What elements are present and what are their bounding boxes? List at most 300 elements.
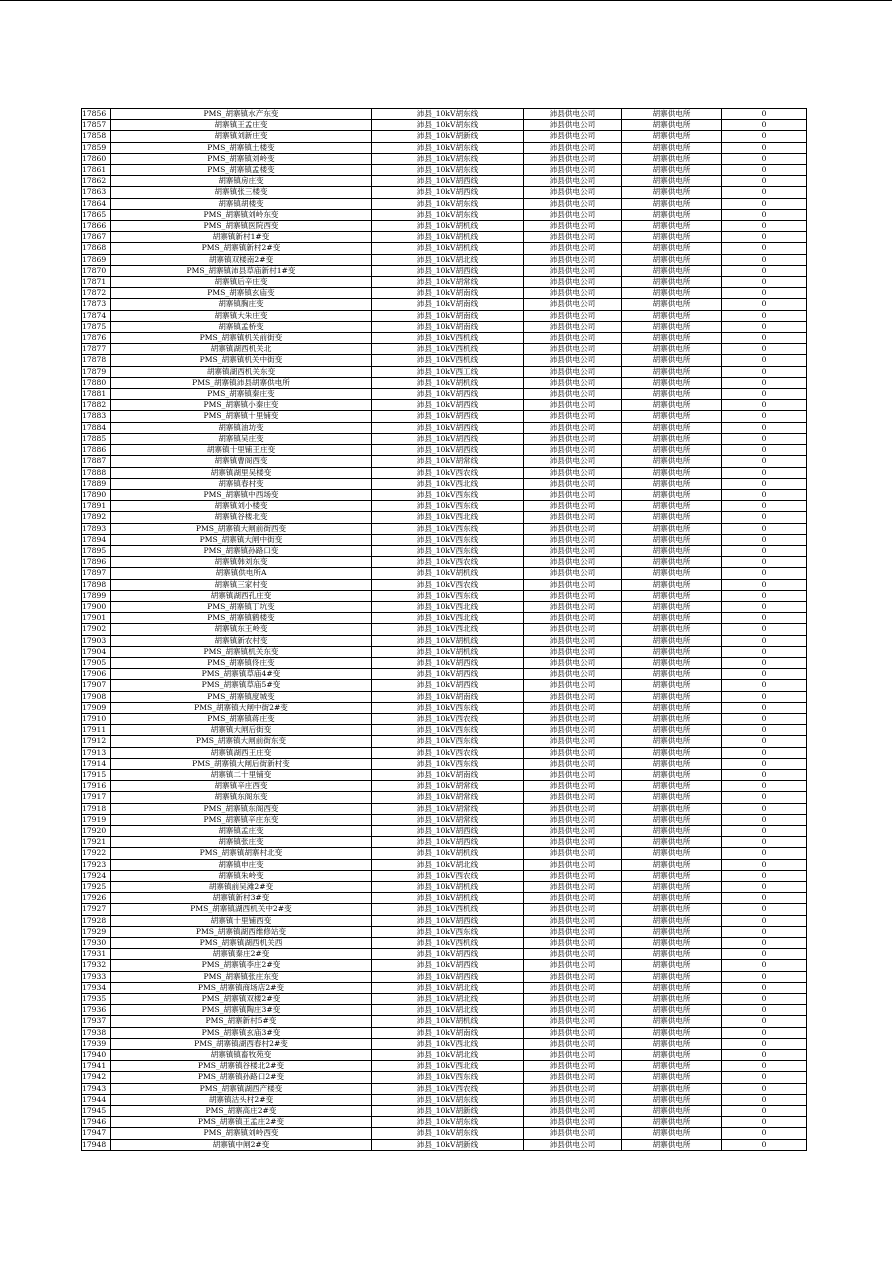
row-number-cell: 17894: [82, 534, 111, 545]
row-number-cell: 17890: [82, 489, 111, 500]
transformer-name-cell: PMS_胡寨镇刘岭变: [111, 153, 372, 164]
transformer-name-cell: PMS_胡寨镇商场店2#变: [111, 982, 372, 993]
station-cell: 胡寨供电所: [622, 848, 722, 859]
company-cell: 沛县供电公司: [524, 1083, 622, 1094]
feeder-line-cell: 沛县_10kV胡南线: [372, 288, 524, 299]
transformer-name-cell: PMS_胡寨镇鹤楼变: [111, 613, 372, 624]
feeder-line-cell: 沛县_10kV胡北线: [372, 982, 524, 993]
value-cell: 0: [722, 153, 807, 164]
table-row: [82, 545, 807, 556]
feeder-line-cell: 沛县_10kV胡机线: [372, 243, 524, 254]
value-cell: 0: [722, 1061, 807, 1072]
table-row: [82, 994, 807, 1005]
table-row: [82, 265, 807, 276]
value-cell: 0: [722, 1072, 807, 1083]
feeder-line-cell: 沛县_10kV胡机线: [372, 882, 524, 893]
station-cell: 胡寨供电所: [622, 321, 722, 332]
table-row: [82, 982, 807, 993]
top-rule: [0, 0, 892, 1]
table-row: [82, 478, 807, 489]
transformer-name-cell: 胡寨镇新农村变: [111, 635, 372, 646]
row-number-cell: 17875: [82, 321, 111, 332]
table-row: [82, 736, 807, 747]
feeder-line-cell: 沛县_10kV西农线: [372, 1083, 524, 1094]
transformer-name-cell: 胡寨镇孟桥变: [111, 321, 372, 332]
row-number-cell: 17903: [82, 635, 111, 646]
transformer-name-cell: 胡寨镇十里铺王庄变: [111, 445, 372, 456]
feeder-line-cell: 沛县_10kV西农线: [372, 579, 524, 590]
station-cell: 胡寨供电所: [622, 333, 722, 344]
station-cell: 胡寨供电所: [622, 1061, 722, 1072]
company-cell: 沛县供电公司: [524, 243, 622, 254]
station-cell: 胡寨供电所: [622, 613, 722, 624]
feeder-line-cell: 沛县_10kV西农线: [372, 713, 524, 724]
feeder-line-cell: 沛县_10kV西东线: [372, 534, 524, 545]
company-cell: 沛县供电公司: [524, 982, 622, 993]
transformer-name-cell: 胡寨镇韩刘东变: [111, 557, 372, 568]
row-number-cell: 17900: [82, 601, 111, 612]
company-cell: 沛县供电公司: [524, 669, 622, 680]
feeder-line-cell: 沛县_10kV西东线: [372, 489, 524, 500]
transformer-name-cell: 胡寨镇湖西机关北: [111, 344, 372, 355]
station-cell: 胡寨供电所: [622, 265, 722, 276]
row-number-cell: 17908: [82, 691, 111, 702]
row-number-cell: 17860: [82, 153, 111, 164]
transformer-name-cell: PMS_胡寨镇陶庄3#变: [111, 1005, 372, 1016]
feeder-line-cell: 沛县_10kV西机线: [372, 333, 524, 344]
feeder-line-cell: 沛县_10kV胡东线: [372, 1117, 524, 1128]
feeder-line-cell: 沛县_10kV胡机线: [372, 377, 524, 388]
row-number-cell: 17947: [82, 1128, 111, 1139]
table-row: [82, 859, 807, 870]
company-cell: 沛县供电公司: [524, 859, 622, 870]
feeder-line-cell: 沛县_10kV西东线: [372, 523, 524, 534]
row-number-cell: 17876: [82, 333, 111, 344]
feeder-line-cell: 沛县_10kV胡西线: [372, 680, 524, 691]
table-row: [82, 534, 807, 545]
feeder-line-cell: 沛县_10kV胡机线: [372, 1016, 524, 1027]
row-number-cell: 17946: [82, 1117, 111, 1128]
value-cell: 0: [722, 1038, 807, 1049]
table-row: [82, 209, 807, 220]
table-row: [82, 590, 807, 601]
table-row: [82, 971, 807, 982]
transformer-name-cell: 胡寨镇春村变: [111, 478, 372, 489]
table-row: [82, 646, 807, 657]
value-cell: 0: [722, 590, 807, 601]
company-cell: 沛县供电公司: [524, 1038, 622, 1049]
feeder-line-cell: 沛县_10kV胡北线: [372, 254, 524, 265]
station-cell: 胡寨供电所: [622, 187, 722, 198]
row-number-cell: 17878: [82, 355, 111, 366]
table-row: [82, 826, 807, 837]
value-cell: 0: [722, 1117, 807, 1128]
company-cell: 沛县供电公司: [524, 557, 622, 568]
feeder-line-cell: 沛县_10kV西东线: [372, 702, 524, 713]
feeder-line-cell: 沛县_10kV西机线: [372, 904, 524, 915]
company-cell: 沛县供电公司: [524, 1016, 622, 1027]
transformer-name-cell: PMS_胡寨镇刘岭东变: [111, 209, 372, 220]
feeder-line-cell: 沛县_10kV胡西线: [372, 826, 524, 837]
station-cell: 胡寨供电所: [622, 299, 722, 310]
value-cell: 0: [722, 489, 807, 500]
value-cell: 0: [722, 277, 807, 288]
table-row: [82, 613, 807, 624]
transformer-name-cell: 胡寨镇油坊变: [111, 422, 372, 433]
table-row: [82, 1027, 807, 1038]
row-number-cell: 17916: [82, 781, 111, 792]
feeder-line-cell: 沛县_10kV西东线: [372, 926, 524, 937]
table-row: [82, 456, 807, 467]
station-cell: 胡寨供电所: [622, 523, 722, 534]
value-cell: 0: [722, 165, 807, 176]
transformer-name-cell: PMS_胡寨镇李庄2#变: [111, 960, 372, 971]
value-cell: 0: [722, 915, 807, 926]
table-row: [82, 769, 807, 780]
feeder-line-cell: 沛县_10kV胡东线: [372, 165, 524, 176]
feeder-line-cell: 沛县_10kV胡北线: [372, 1005, 524, 1016]
station-cell: 胡寨供电所: [622, 433, 722, 444]
station-cell: 胡寨供电所: [622, 590, 722, 601]
station-cell: 胡寨供电所: [622, 669, 722, 680]
table-row: [82, 120, 807, 131]
company-cell: 沛县供电公司: [524, 109, 622, 120]
value-cell: 0: [722, 389, 807, 400]
transformer-name-cell: 胡寨镇湖里吴楼变: [111, 467, 372, 478]
row-number-cell: 17905: [82, 657, 111, 668]
transformer-name-cell: 胡寨镇孟庄变: [111, 826, 372, 837]
station-cell: 胡寨供电所: [622, 826, 722, 837]
table-row: [82, 725, 807, 736]
value-cell: 0: [722, 882, 807, 893]
feeder-line-cell: 沛县_10kV西东线: [372, 545, 524, 556]
station-cell: 胡寨供电所: [622, 288, 722, 299]
company-cell: 沛县供电公司: [524, 814, 622, 825]
company-cell: 沛县供电公司: [524, 713, 622, 724]
feeder-line-cell: 沛县_10kV胡西线: [372, 411, 524, 422]
table-row: [82, 400, 807, 411]
station-cell: 胡寨供电所: [622, 971, 722, 982]
value-cell: 0: [722, 321, 807, 332]
transformer-name-cell: 胡寨镇申庄变: [111, 859, 372, 870]
table-row: [82, 198, 807, 209]
transformer-name-cell: PMS_胡寨镇湖西产楼变: [111, 1083, 372, 1094]
value-cell: 0: [722, 725, 807, 736]
station-cell: 胡寨供电所: [622, 198, 722, 209]
company-cell: 沛县供电公司: [524, 691, 622, 702]
value-cell: 0: [722, 355, 807, 366]
value-cell: 0: [722, 187, 807, 198]
value-cell: 0: [722, 512, 807, 523]
value-cell: 0: [722, 400, 807, 411]
station-cell: 胡寨供电所: [622, 657, 722, 668]
row-number-cell: 17928: [82, 915, 111, 926]
value-cell: 0: [722, 501, 807, 512]
feeder-line-cell: 沛县_10kV西北线: [372, 478, 524, 489]
table-row: [82, 489, 807, 500]
feeder-line-cell: 沛县_10kV胡南线: [372, 310, 524, 321]
table-row: [82, 747, 807, 758]
station-cell: 胡寨供电所: [622, 882, 722, 893]
transformer-name-cell: 胡寨镇二十里铺变: [111, 769, 372, 780]
station-cell: 胡寨供电所: [622, 769, 722, 780]
company-cell: 沛县供电公司: [524, 893, 622, 904]
row-number-cell: 17904: [82, 646, 111, 657]
station-cell: 胡寨供电所: [622, 243, 722, 254]
row-number-cell: 17881: [82, 389, 111, 400]
row-number-cell: 17909: [82, 702, 111, 713]
table-row: [82, 781, 807, 792]
row-number-cell: 17863: [82, 187, 111, 198]
row-number-cell: 17945: [82, 1106, 111, 1117]
table-row: [82, 467, 807, 478]
feeder-line-cell: 沛县_10kV胡常线: [372, 781, 524, 792]
value-cell: 0: [722, 736, 807, 747]
station-cell: 胡寨供电所: [622, 153, 722, 164]
transformer-name-cell: 胡寨镇湖西孔庄变: [111, 590, 372, 601]
feeder-line-cell: 沛县_10kV胡机线: [372, 646, 524, 657]
table-row: [82, 926, 807, 937]
company-cell: 沛县供电公司: [524, 489, 622, 500]
feeder-line-cell: 沛县_10kV胡南线: [372, 769, 524, 780]
value-cell: 0: [722, 1128, 807, 1139]
value-cell: 0: [722, 1005, 807, 1016]
feeder-line-cell: 沛县_10kV西北线: [372, 624, 524, 635]
transformer-name-cell: 胡寨镇胸庄变: [111, 299, 372, 310]
company-cell: 沛县供电公司: [524, 333, 622, 344]
company-cell: 沛县供电公司: [524, 277, 622, 288]
feeder-line-cell: 沛县_10kV胡西线: [372, 837, 524, 848]
row-number-cell: 17942: [82, 1072, 111, 1083]
value-cell: 0: [722, 176, 807, 187]
value-cell: 0: [722, 254, 807, 265]
station-cell: 胡寨供电所: [622, 635, 722, 646]
transformer-name-cell: 胡寨镇谷楼北变: [111, 512, 372, 523]
station-cell: 胡寨供电所: [622, 747, 722, 758]
station-cell: 胡寨供电所: [622, 1038, 722, 1049]
transformer-name-cell: 胡寨镇湖西机关东变: [111, 366, 372, 377]
station-cell: 胡寨供电所: [622, 758, 722, 769]
transformer-name-cell: 胡寨镇湖西王庄变: [111, 747, 372, 758]
station-cell: 胡寨供电所: [622, 646, 722, 657]
row-number-cell: 17911: [82, 725, 111, 736]
row-number-cell: 17873: [82, 299, 111, 310]
station-cell: 胡寨供电所: [622, 691, 722, 702]
table-row: [82, 1083, 807, 1094]
table-row: [82, 904, 807, 915]
value-cell: 0: [722, 523, 807, 534]
feeder-line-cell: 沛县_10kV胡机线: [372, 232, 524, 243]
station-cell: 胡寨供电所: [622, 534, 722, 545]
transformer-name-cell: 胡寨镇沽头村2#变: [111, 1094, 372, 1105]
station-cell: 胡寨供电所: [622, 232, 722, 243]
row-number-cell: 17927: [82, 904, 111, 915]
transformer-name-cell: PMS_胡寨镇佟庄变: [111, 657, 372, 668]
table-row: [82, 702, 807, 713]
transformer-name-cell: PMS_胡寨镇大闸中街2#变: [111, 702, 372, 713]
value-cell: 0: [722, 893, 807, 904]
value-cell: 0: [722, 613, 807, 624]
feeder-line-cell: 沛县_10kV西机线: [372, 344, 524, 355]
company-cell: 沛县供电公司: [524, 882, 622, 893]
feeder-line-cell: 沛县_10kV胡西线: [372, 176, 524, 187]
row-number-cell: 17921: [82, 837, 111, 848]
value-cell: 0: [722, 792, 807, 803]
transformer-name-cell: 胡寨镇刘新庄变: [111, 131, 372, 142]
station-cell: 胡寨供电所: [622, 355, 722, 366]
table-row: [82, 232, 807, 243]
feeder-line-cell: 沛县_10kV西北线: [372, 512, 524, 523]
company-cell: 沛县供电公司: [524, 142, 622, 153]
table-row: [82, 1139, 807, 1150]
value-cell: 0: [722, 938, 807, 949]
row-number-cell: 17925: [82, 882, 111, 893]
value-cell: 0: [722, 1139, 807, 1150]
row-number-cell: 17932: [82, 960, 111, 971]
table-row: [82, 837, 807, 848]
table-row: [82, 288, 807, 299]
value-cell: 0: [722, 198, 807, 209]
transformer-name-cell: PMS_胡寨镇刘岭西变: [111, 1128, 372, 1139]
transformer-name-cell: 胡寨镇东王岭变: [111, 624, 372, 635]
transformer-name-cell: PMS_胡寨镇水产东变: [111, 109, 372, 120]
value-cell: 0: [722, 904, 807, 915]
transformer-name-cell: PMS_胡寨镇孙路口变: [111, 545, 372, 556]
row-number-cell: 17923: [82, 859, 111, 870]
row-number-cell: 17914: [82, 758, 111, 769]
row-number-cell: 17882: [82, 400, 111, 411]
transformer-name-cell: PMS_胡寨镇湖西机关西: [111, 938, 372, 949]
company-cell: 沛县供电公司: [524, 545, 622, 556]
transformer-name-cell: 胡寨镇东阁东变: [111, 792, 372, 803]
row-number-cell: 17901: [82, 613, 111, 624]
company-cell: 沛县供电公司: [524, 221, 622, 232]
feeder-line-cell: 沛县_10kV胡西线: [372, 422, 524, 433]
row-number-cell: 17906: [82, 669, 111, 680]
feeder-line-cell: 沛县_10kV胡西线: [372, 657, 524, 668]
company-cell: 沛县供电公司: [524, 1072, 622, 1083]
transformer-name-cell: PMS_胡寨镇王孟庄2#变: [111, 1117, 372, 1128]
company-cell: 沛县供电公司: [524, 501, 622, 512]
value-cell: 0: [722, 456, 807, 467]
table-row: [82, 960, 807, 971]
station-cell: 胡寨供电所: [622, 1117, 722, 1128]
table-row: [82, 523, 807, 534]
company-cell: 沛县供电公司: [524, 1027, 622, 1038]
value-cell: 0: [722, 411, 807, 422]
station-cell: 胡寨供电所: [622, 1005, 722, 1016]
transformer-name-cell: PMS_胡寨镇湖西春村2#变: [111, 1038, 372, 1049]
transformer-name-cell: PMS_胡寨高庄2#变: [111, 1106, 372, 1117]
row-number-cell: 17915: [82, 769, 111, 780]
station-cell: 胡寨供电所: [622, 1106, 722, 1117]
row-number-cell: 17920: [82, 826, 111, 837]
transformer-name-cell: PMS_胡寨镇医院西变: [111, 221, 372, 232]
table-row: [82, 512, 807, 523]
station-cell: 胡寨供电所: [622, 601, 722, 612]
station-cell: 胡寨供电所: [622, 568, 722, 579]
station-cell: 胡寨供电所: [622, 131, 722, 142]
transformer-name-cell: PMS_胡寨镇土楼变: [111, 142, 372, 153]
transformer-name-cell: PMS_胡寨镇秦庄变: [111, 389, 372, 400]
station-cell: 胡寨供电所: [622, 792, 722, 803]
value-cell: 0: [722, 545, 807, 556]
feeder-line-cell: 沛县_10kV胡南线: [372, 321, 524, 332]
row-number-cell: 17888: [82, 467, 111, 478]
station-cell: 胡寨供电所: [622, 389, 722, 400]
feeder-line-cell: 沛县_10kV西东线: [372, 590, 524, 601]
table-row: [82, 422, 807, 433]
value-cell: 0: [722, 467, 807, 478]
row-number-cell: 17883: [82, 411, 111, 422]
feeder-line-cell: 沛县_10kV胡机线: [372, 893, 524, 904]
station-cell: 胡寨供电所: [622, 411, 722, 422]
transformer-name-cell: PMS_胡寨镇大闸中街变: [111, 534, 372, 545]
transformer-name-cell: PMS_胡寨镇度城变: [111, 691, 372, 702]
station-cell: 胡寨供电所: [622, 781, 722, 792]
value-cell: 0: [722, 209, 807, 220]
feeder-line-cell: 沛县_10kV胡东线: [372, 153, 524, 164]
company-cell: 沛县供电公司: [524, 781, 622, 792]
transformer-name-cell: PMS_胡寨镇玄庙变: [111, 288, 372, 299]
value-cell: 0: [722, 232, 807, 243]
value-cell: 0: [722, 848, 807, 859]
table-row: [82, 848, 807, 859]
station-cell: 胡寨供电所: [622, 277, 722, 288]
value-cell: 0: [722, 691, 807, 702]
company-cell: 沛县供电公司: [524, 769, 622, 780]
table-row: [82, 870, 807, 881]
table-row: [82, 669, 807, 680]
table-row: [82, 579, 807, 590]
value-cell: 0: [722, 579, 807, 590]
company-cell: 沛县供电公司: [524, 433, 622, 444]
value-cell: 0: [722, 120, 807, 131]
company-cell: 沛县供电公司: [524, 949, 622, 960]
table-row: [82, 389, 807, 400]
station-cell: 胡寨供电所: [622, 893, 722, 904]
feeder-line-cell: 沛县_10kV胡东线: [372, 120, 524, 131]
company-cell: 沛县供电公司: [524, 938, 622, 949]
table-row: [82, 221, 807, 232]
row-number-cell: 17886: [82, 445, 111, 456]
row-number-cell: 17866: [82, 221, 111, 232]
transformer-name-cell: PMS_胡寨镇草庙4#变: [111, 669, 372, 680]
row-number-cell: 17885: [82, 433, 111, 444]
table-row: [82, 557, 807, 568]
company-cell: 沛县供电公司: [524, 904, 622, 915]
station-cell: 胡寨供电所: [622, 1050, 722, 1061]
table-row: [82, 445, 807, 456]
transformer-name-cell: PMS_胡寨镇双楼2#变: [111, 994, 372, 1005]
table-row: [82, 691, 807, 702]
feeder-line-cell: 沛县_10kV西东线: [372, 725, 524, 736]
table-row: [82, 366, 807, 377]
table-row: [82, 624, 807, 635]
row-number-cell: 17937: [82, 1016, 111, 1027]
table-row: [82, 949, 807, 960]
row-number-cell: 17917: [82, 792, 111, 803]
feeder-line-cell: 沛县_10kV胡西线: [372, 971, 524, 982]
transformer-name-cell: PMS_胡寨镇辛庄东变: [111, 814, 372, 825]
row-number-cell: 17912: [82, 736, 111, 747]
row-number-cell: 17856: [82, 109, 111, 120]
transformer-name-cell: PMS_胡寨镇大闸后街新村变: [111, 758, 372, 769]
transformer-name-cell: PMS_胡寨镇东阁西变: [111, 803, 372, 814]
company-cell: 沛县供电公司: [524, 1094, 622, 1105]
row-number-cell: 17898: [82, 579, 111, 590]
value-cell: 0: [722, 747, 807, 758]
